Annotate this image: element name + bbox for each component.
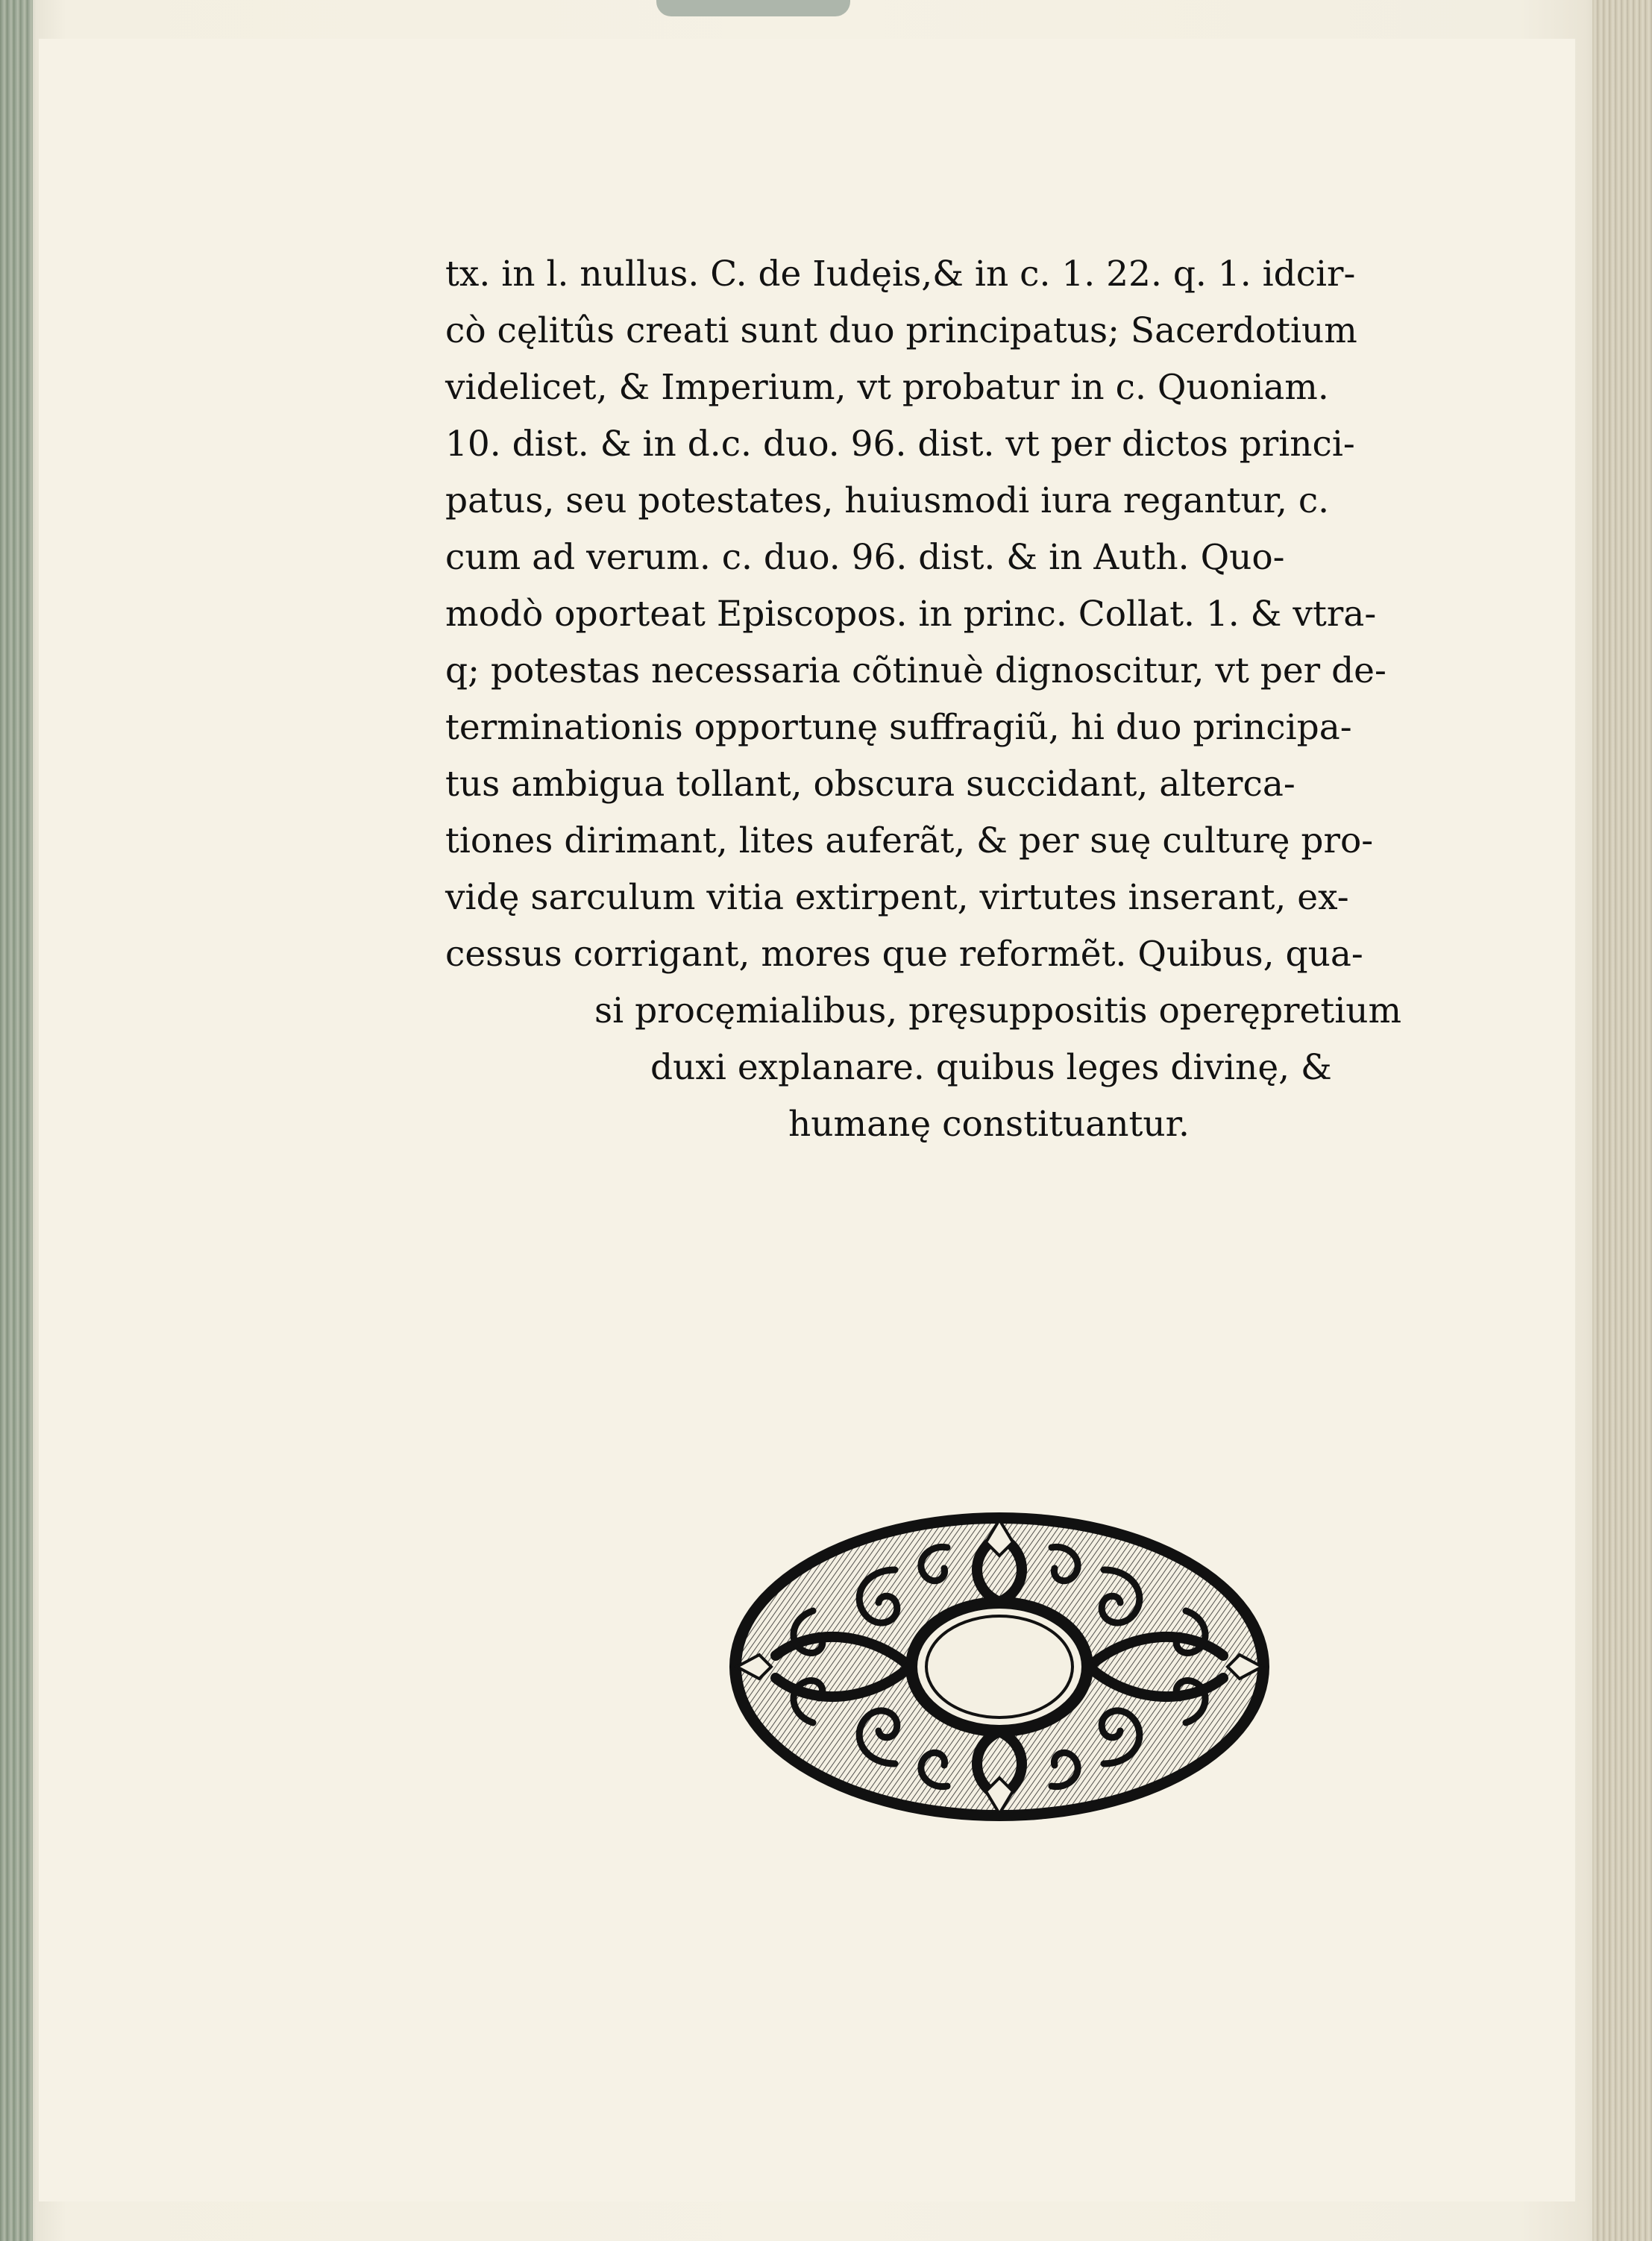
page-edges <box>1592 0 1652 2241</box>
text-line: patus, seu potestates, huiusmodi iura regantur, c. <box>445 480 1330 521</box>
text-line: 10. dist. & in d.c. duo. 96. dist. vt per dictos princi- <box>445 424 1355 465</box>
binding-gutter <box>0 0 33 2241</box>
text-line: terminationis opportunę suffragiũ, hi duo principa- <box>445 707 1352 748</box>
binding-top-strip <box>656 0 850 16</box>
text-line: si procęmialibus, pręsuppositis operępretium <box>594 990 1402 1031</box>
main-text-block <box>445 246 1579 1153</box>
text-line: modò oporteat Episcopos. in princ. Collat. 1. & vtra- <box>445 594 1377 635</box>
text-line: humanę constituantur. <box>788 1104 1190 1145</box>
text-line: q; potestas necessaria cõtinuè dignoscitur, vt per de- <box>445 650 1386 691</box>
text-line: cò cęlitûs creati sunt duo principatus; Sacerdotium <box>445 310 1357 351</box>
text-line: tiones dirimant, lites auferãt, & per suę culturę pro- <box>445 820 1374 861</box>
text-line: videlicet, & Imperium, vt probatur in c. Quoniam. <box>445 367 1329 408</box>
text-line: cessus corrigant, mores que reformẽt. Quibus, qua- <box>445 934 1363 975</box>
oval-woodcut-ornament <box>723 1506 1275 1827</box>
text-line: duxi explanare. quibus leges divinę, & <box>650 1047 1332 1088</box>
text-line: tus ambigua tollant, obscura succidant, alterca- <box>445 764 1295 805</box>
text-line: cum ad verum. c. duo. 96. dist. & in Auth. Quo- <box>445 537 1285 578</box>
text-line: vidę sarculum vitia extirpent, virtutes inserant, ex- <box>445 877 1349 918</box>
text-line: tx. in l. nullus. C. de Iudęis,& in c. 1. 22. q. 1. idcir- <box>445 254 1356 295</box>
book-page <box>39 39 1575 2201</box>
